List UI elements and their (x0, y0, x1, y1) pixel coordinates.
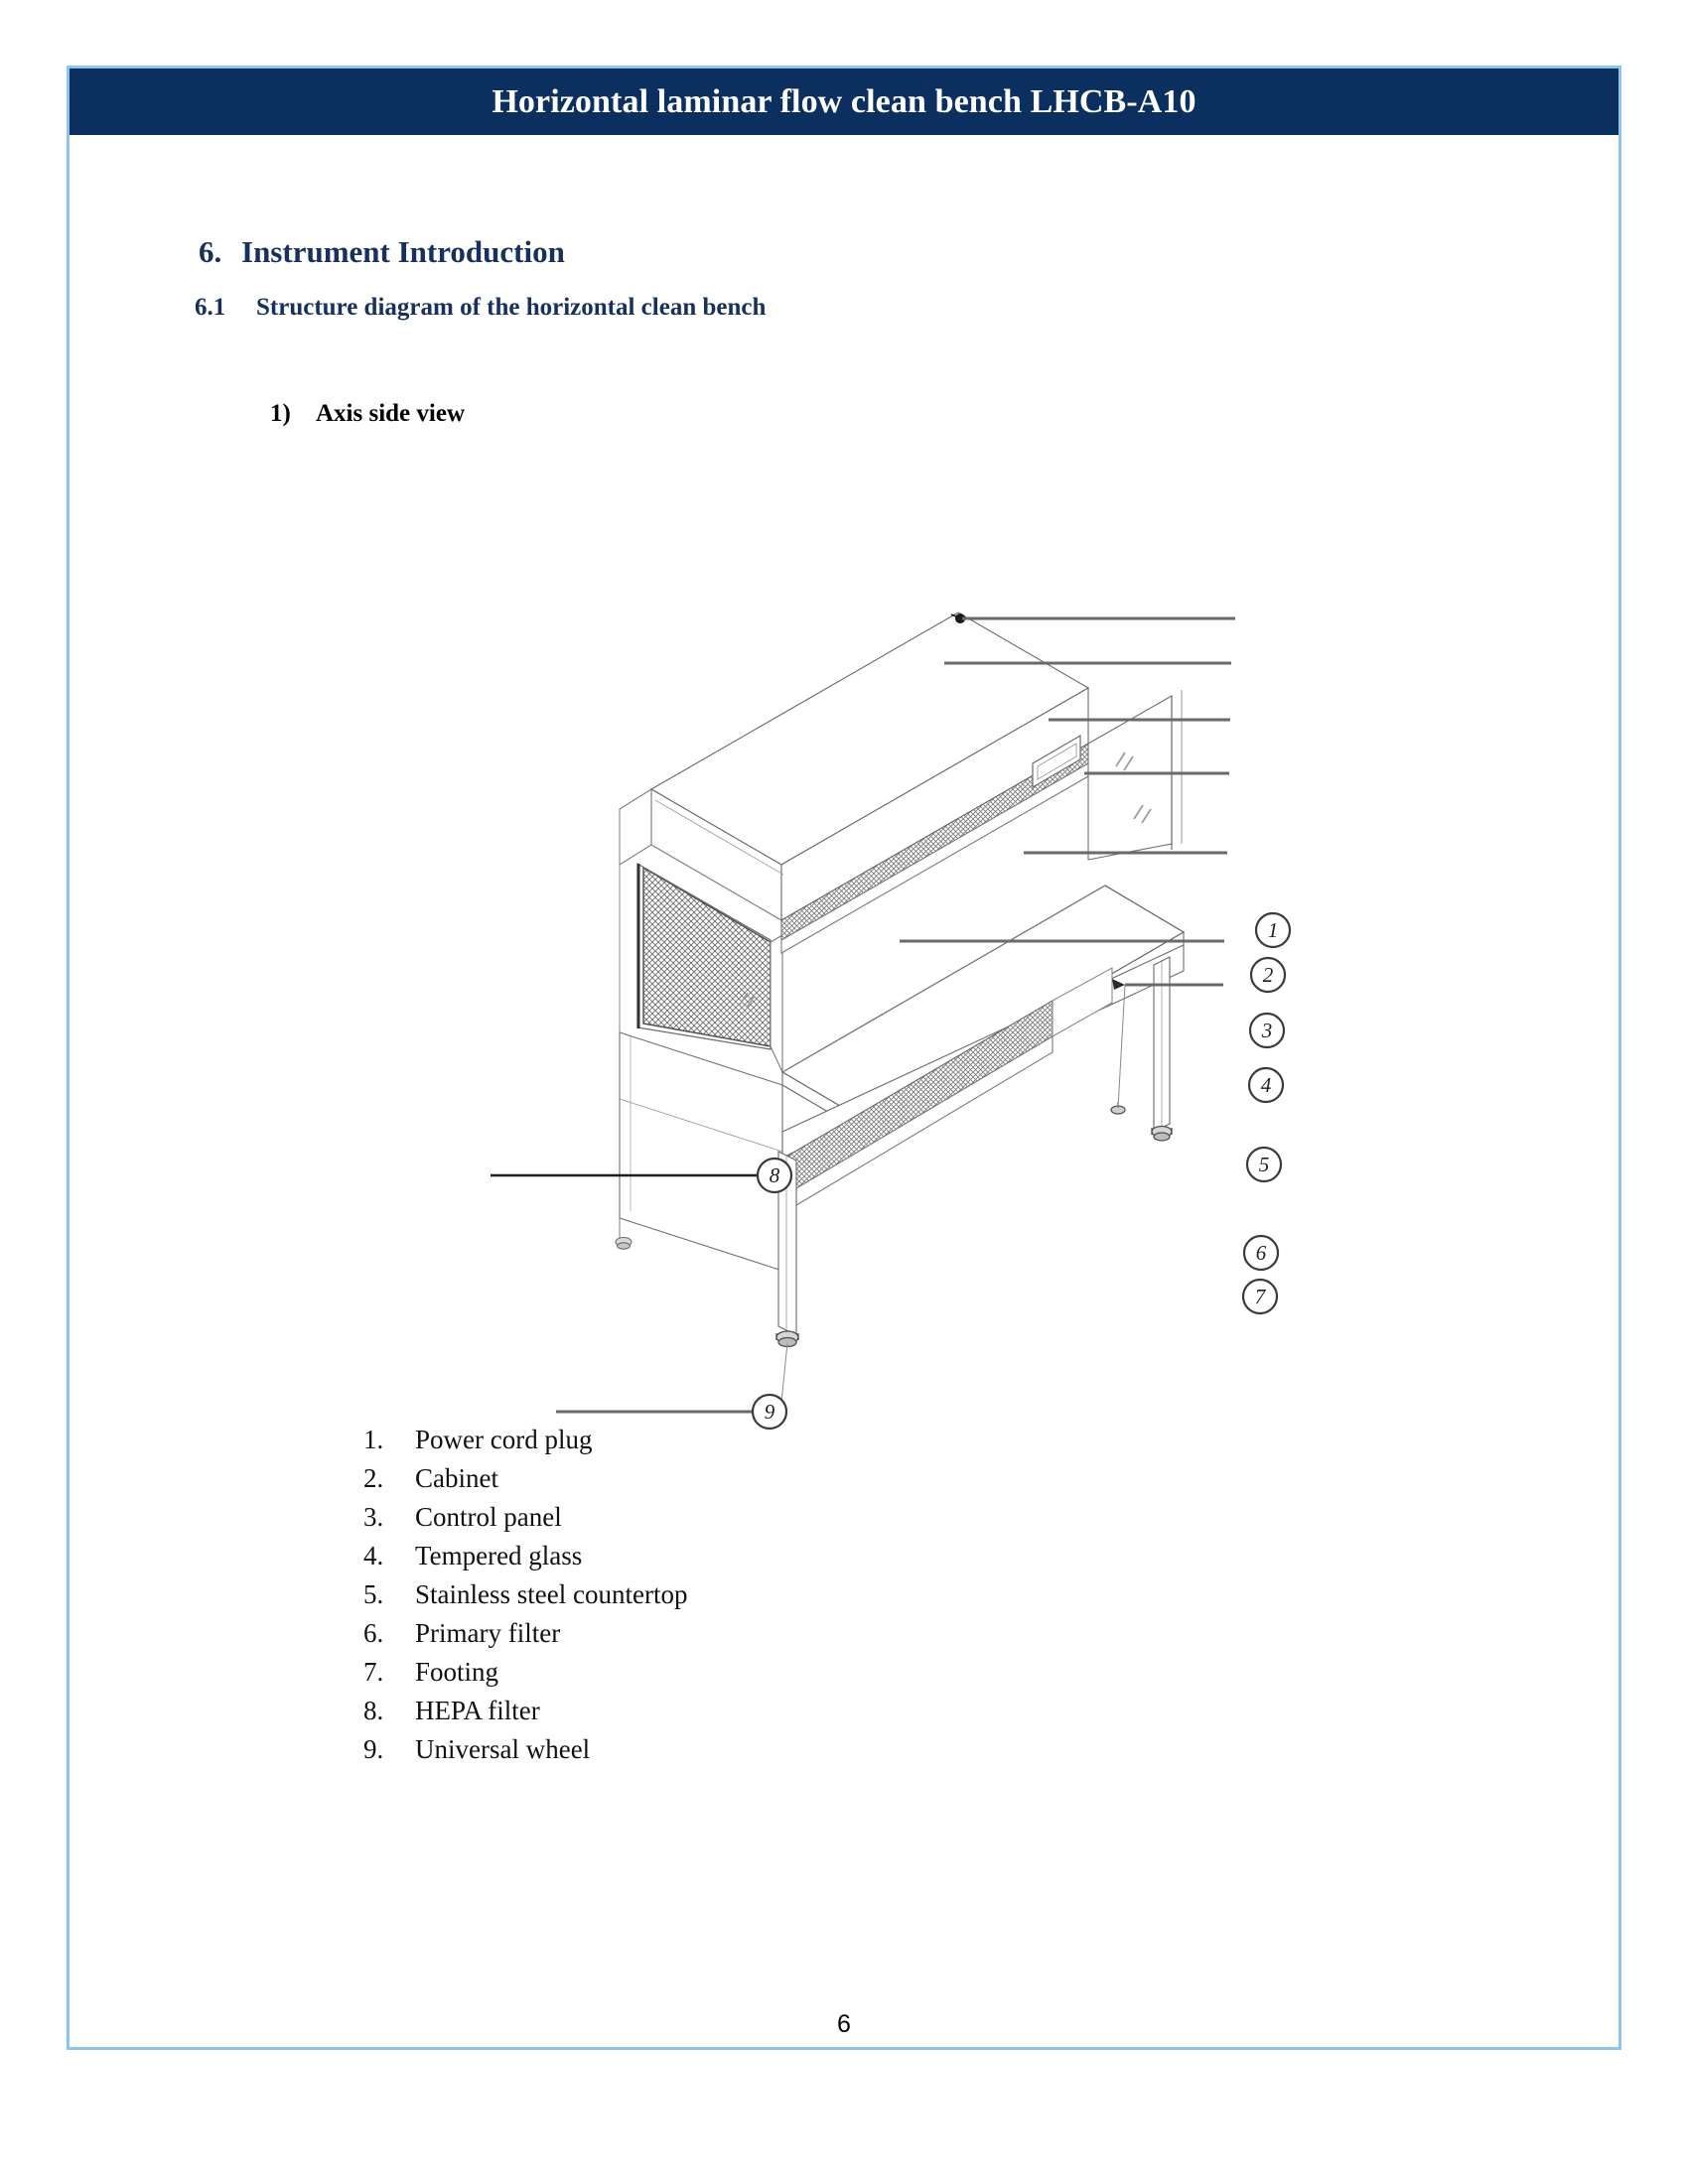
list-item-number: 8. (363, 1696, 384, 1725)
subitem-number: 1) (270, 400, 291, 427)
callout-marker-6 (1244, 1236, 1278, 1270)
list-item (363, 1425, 1058, 1463)
subsection-number: 6.1 (195, 294, 226, 321)
callout-number: 8 (769, 1163, 780, 1187)
list-item-label: Stainless steel countertop (415, 1579, 688, 1609)
structure-diagram-figure (417, 516, 1279, 1424)
list-item-number: 1. (363, 1425, 384, 1454)
callout-number: 1 (1267, 918, 1279, 942)
document-title: Horizontal laminar flow clean bench LHCB-A10 (492, 82, 1196, 120)
page-title: Instrument Introduction (241, 234, 565, 269)
list-item (363, 1502, 1058, 1541)
list-item (363, 1463, 1058, 1502)
list-item (363, 1579, 1058, 1618)
list-item-number: 9. (363, 1734, 384, 1764)
list-item-label: Cabinet (415, 1463, 498, 1493)
page-header-banner (70, 68, 1618, 135)
list-item-label: Tempered glass (415, 1541, 583, 1570)
callout-marker-2 (1251, 958, 1285, 992)
callout-number: 7 (1254, 1285, 1266, 1308)
list-item (363, 1696, 1058, 1734)
subsection-title: Structure diagram of the horizontal clean bench (256, 294, 767, 321)
list-item (363, 1618, 1058, 1657)
list-item (363, 1541, 1058, 1579)
list-item (363, 1734, 1058, 1773)
list-item-label: Footing (415, 1657, 499, 1687)
callout-marker-3 (1250, 1014, 1284, 1047)
list-item (363, 1657, 1058, 1696)
callout-number: 9 (764, 1400, 775, 1424)
callout-number: 5 (1258, 1153, 1270, 1176)
list-item-number: 3. (363, 1502, 384, 1532)
list-item-number: 5. (363, 1579, 384, 1609)
callout-marker-4 (1249, 1068, 1283, 1102)
list-item-label: Primary filter (415, 1618, 561, 1648)
list-item-label: Control panel (415, 1502, 562, 1532)
callout-number: 4 (1260, 1073, 1272, 1097)
callout-number: 3 (1261, 1019, 1273, 1042)
list-item-label: Power cord plug (415, 1425, 593, 1454)
parts-legend-list (363, 1425, 1058, 1773)
list-item-number: 6. (363, 1618, 384, 1648)
page-number: 6 (837, 2010, 851, 2038)
list-item-number: 2. (363, 1463, 384, 1493)
callout-marker-8 (758, 1159, 791, 1192)
callout-marker-7 (1243, 1280, 1277, 1313)
list-item-number: 7. (363, 1657, 384, 1687)
callout-number: 2 (1262, 963, 1274, 987)
list-item-number: 4. (363, 1541, 384, 1570)
callout-marker-9 (753, 1395, 786, 1429)
list-item-label: Universal wheel (415, 1734, 591, 1764)
section-number: 6. (199, 234, 222, 269)
callout-number: 6 (1255, 1241, 1267, 1265)
callout-marker-5 (1247, 1148, 1281, 1181)
list-item-label: HEPA filter (415, 1696, 540, 1725)
subitem-title: Axis side view (316, 400, 465, 427)
callout-marker-1 (1256, 913, 1290, 947)
